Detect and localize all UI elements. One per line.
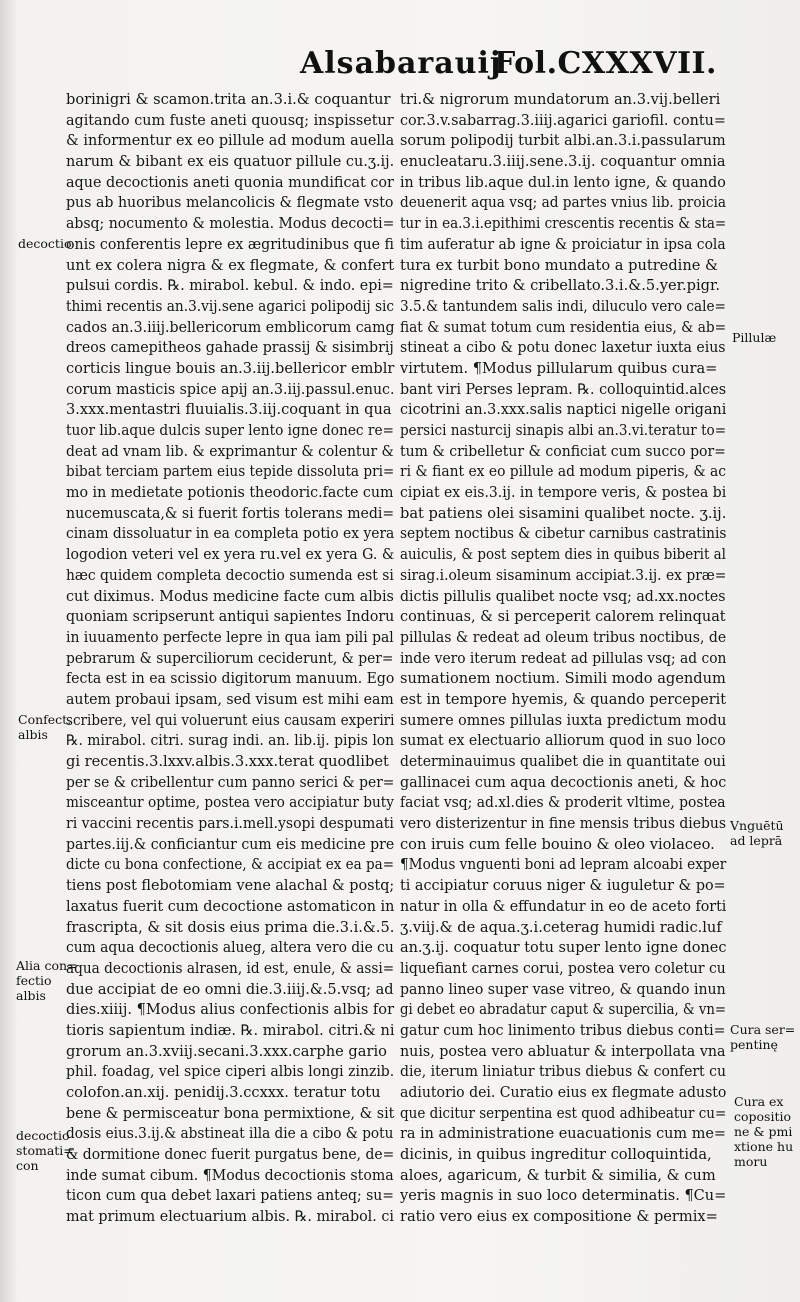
text-line: sumationem noctium. Simili modo agendum <box>400 670 726 688</box>
text-line: tim auferatur ab igne & proiciatur in ipsa cola <box>400 235 726 253</box>
left-text-column <box>66 90 396 1228</box>
text-line: an.ʒ.ij. coquatur totu super lento igne donec <box>400 939 727 957</box>
text-line: continuas, & si perceperit calorem relinquat <box>400 608 726 626</box>
text-line: ¶Modus vnguenti boni ad lepram alcoabi exper <box>400 856 727 874</box>
margin-note-line: con <box>16 1158 39 1173</box>
text-line: cut diximus. Modus medicine facte cum albis <box>66 587 394 605</box>
text-line: & dormitione donec fuerit purgatus bene, de= <box>66 1146 395 1164</box>
text-line: borinigri & scamon.trita an.3.i.& coquantur <box>66 91 391 108</box>
margin-note-line: Vnguētū <box>730 818 784 833</box>
text-line: ticon cum qua debet laxari patiens anteq; su= <box>66 1187 395 1205</box>
text-line: faciat vsq; ad.xl.dies & proderit vltime, postea <box>400 794 726 812</box>
margin-note-alia-confectio <box>16 958 78 1003</box>
text-line: nucemuscata,& si fuerit fortis tolerans medi= <box>66 504 395 522</box>
text-line: dictis pillulis qualibet nocte vsq; ad.xx.noctes <box>400 587 726 605</box>
margin-note-line: Pillulæ <box>732 330 777 345</box>
text-line: pulsui cordis. ℞. mirabol. kebul. & indo. epi= <box>66 277 394 295</box>
text-line: yeris magnis in suo loco determinatis. ¶Cu= <box>400 1187 727 1205</box>
text-line: absq; nocumento & molestia. Modus decocti= <box>66 215 395 233</box>
text-line: & informentur ex eo pillule ad modum auella <box>66 132 395 150</box>
margin-note-line: pentinę <box>730 1037 778 1052</box>
text-line: frascripta, & sit dosis eius prima die.3.i.&.5. <box>66 918 395 936</box>
folio-number: Fol.CXXXVII. <box>494 46 718 81</box>
text-line: ratio vero eius ex compositione & permix= <box>400 1208 718 1226</box>
text-line: partes.iij.& conficiantur cum eis medicine pre <box>66 835 395 853</box>
margin-note-line: ne & pmi <box>734 1124 793 1139</box>
right-text-column <box>400 90 728 1228</box>
text-line: sumere omnes pillulas iuxta predictum modu <box>400 711 727 729</box>
text-line: nigredine trito & cribellato.3.i.&.5.yer.pigr. <box>400 277 721 295</box>
margin-note-line: stomati= <box>16 1143 74 1158</box>
text-line: que dicitur serpentina est quod adhibeatur cu= <box>400 1104 727 1122</box>
text-line: pebrarum & superciliorum ceciderunt, & per= <box>66 649 394 667</box>
margin-note-line: Confect. <box>18 712 72 727</box>
text-line: narum & bibant ex eis quatuor pillule cu.ʒ.ij. <box>66 153 395 171</box>
text-line: tri.& nigrorum mundatorum an.3.vij.belleri <box>400 91 721 108</box>
text-line: mat primum electuarium albis. ℞. mirabol. ci <box>66 1208 394 1226</box>
text-line: logodion veteri vel ex yera ru.vel ex yera G. & <box>66 546 395 564</box>
text-line: ti accipiatur coruus niger & iuguletur & po= <box>400 877 726 895</box>
text-line: aloes, agaricum, & turbit & similia, & cum <box>400 1166 716 1184</box>
text-line: hæc quidem completa decoctio sumenda est si <box>66 566 394 584</box>
margin-note-confect-albis <box>18 712 71 742</box>
margin-note-line: albis <box>18 727 48 742</box>
text-line: sumat ex electuario alliorum quod in suo loco <box>400 732 726 750</box>
text-line: die, iterum liniatur tribus diebus & confert cu <box>400 1063 726 1081</box>
text-line: phil. foadag, vel spice ciperi albis longi zinzib. <box>66 1063 395 1081</box>
text-line: gallinacei cum aqua decoctionis aneti, & hoc <box>400 773 727 791</box>
text-line: bat patiens olei sisamini qualibet nocte. ʒ.ij. <box>400 504 727 522</box>
text-line: per se & cribellentur cum panno serici & per= <box>66 773 395 791</box>
margin-note-line: xtione hu <box>734 1139 794 1154</box>
text-line: corticis lingue bouis an.3.iij.bellericor emblr <box>66 359 395 377</box>
text-line: ri vaccini recentis pars.i.mell.ysopi despumati <box>66 815 394 833</box>
text-line: auiculis, & post septem dies in quibus biberit al <box>400 546 726 564</box>
text-line: cor.3.v.sabarrag.3.iiij.agarici gariofil. contu= <box>400 111 726 129</box>
text-line: cinam dissoluatur in ea completa potio ex yera <box>66 525 395 543</box>
text-line: est in tempore hyemis, & quando perceperit <box>400 690 727 708</box>
margin-note-cura-serpentine <box>730 1022 795 1052</box>
margin-note-line: decoctio <box>18 236 72 251</box>
margin-note-line: albis <box>16 988 46 1003</box>
text-line: aque decoctionis aneti quonia mundificat cor <box>66 173 394 191</box>
text-line: unt ex colera nigra & ex flegmate, & confert <box>66 256 395 274</box>
margin-note-cura-ex-compositione <box>734 1094 793 1169</box>
text-line: con iruis cum felle bouino & oleo violaceo. <box>400 835 715 853</box>
text-line: misceantur optime, postea vero accipiatur buty <box>66 794 394 812</box>
text-line: scribere, vel qui voluerunt eius causam experiri <box>66 711 395 729</box>
text-line: in tribus lib.aque dul.in lento igne, & quando <box>400 173 726 191</box>
text-line: stineat a cibo & potu donec laxetur iuxta eius <box>400 339 726 357</box>
text-line: panno lineo super vase vitreo, & quando inun <box>400 980 726 998</box>
text-line: grorum an.3.xviij.secani.3.xxx.carphe gario <box>66 1042 387 1060</box>
text-line: cados an.3.iiij.bellericorum emblicorum camg <box>66 318 395 336</box>
text-line: liquefiant carnes corui, postea vero coletur cu <box>400 959 726 977</box>
text-line: dreos camepitheos gahade prassij & sisimbrij <box>66 339 394 357</box>
text-line: ra in administratione euacuationis cum me= <box>400 1125 726 1143</box>
margin-note-line: Cura ser= <box>730 1022 796 1037</box>
text-line: tiens post flebotomiam vene alachal & postq; <box>66 877 395 895</box>
margin-note-decoctio <box>18 236 71 251</box>
text-line: dies.xiiij. ¶Modus alius confectionis albis for <box>66 1001 395 1019</box>
text-line: gatur cum hoc linimento tribus diebus conti= <box>400 1021 726 1039</box>
running-title: Alsabarauij <box>300 46 502 81</box>
text-line: mo in medietate potionis theodoric.facte cum <box>66 484 394 502</box>
text-line: tur in ea.3.i.epithimi crescentis recentis & sta= <box>400 215 727 233</box>
text-line: agitando cum fuste aneti quousq; inspissetur <box>66 111 394 129</box>
text-line: inde vero iterum redeat ad pillulas vsq; ad con <box>400 649 727 667</box>
text-line: onis conferentis lepre ex ægritudinibus que fi <box>66 235 394 253</box>
text-line: deat ad vnam lib. & exprimantur & colentur & <box>66 442 394 460</box>
margin-note-line: Alia con= <box>16 958 78 973</box>
text-line: sorum polipodij turbit albi.an.3.i.passularum <box>400 132 726 150</box>
margin-note-vnguentum <box>730 818 784 848</box>
text-line: tum & cribelletur & conficiat cum succo por= <box>400 442 726 460</box>
margin-note-line: copositio <box>734 1109 792 1124</box>
text-line: aqua decoctionis alrasen, id est, enule, & assi= <box>66 959 395 977</box>
text-line: tuor lib.aque dulcis super lento igne donec re= <box>66 422 395 439</box>
text-line: due accipiat de eo omni die.3.iiij.&.5.vsq; ad <box>66 980 394 998</box>
margin-note-line: decoctio <box>16 1128 70 1143</box>
text-line: fiat & sumat totum cum residentia eius, & ab= <box>400 318 727 336</box>
margin-note-line: Cura ex <box>734 1094 784 1109</box>
text-line: inde sumat cibum. ¶Modus decoctionis stoma <box>66 1166 394 1184</box>
text-line: bene & permisceatur bona permixtione, & sit <box>66 1104 395 1122</box>
text-line: laxatus fuerit cum decoctione astomaticon in <box>66 897 395 915</box>
margin-note-line: moru <box>734 1154 768 1169</box>
text-line: autem probaui ipsam, sed visum est mihi eam <box>66 690 394 708</box>
text-line: nuis, postea vero abluatur & interpollata vna <box>400 1042 726 1060</box>
text-line: virtutem. ¶Modus pillularum quibus cura= <box>400 359 718 377</box>
text-line: sirag.i.oleum sisaminum accipiat.3.ij. ex præ= <box>400 566 727 584</box>
text-line: cipiat ex eis.3.ij. in tempore veris, & postea bi <box>400 484 727 502</box>
text-line: 3.5.& tantundem salis indi, diluculo vero cale= <box>400 297 726 315</box>
text-line: determinauimus qualibet die in quantitate oui <box>400 753 726 770</box>
margin-note-line: ad leprā <box>730 833 783 848</box>
text-line: cum aqua decoctionis alueg, altera vero die cu <box>66 939 394 957</box>
text-line: thimi recentis an.3.vij.sene agarici polipodij sic <box>66 297 395 315</box>
text-line: septem noctibus & cibetur carnibus castratinis <box>400 525 727 543</box>
text-line: gi debet eo abradatur caput & supercilia, & vn= <box>400 1001 727 1019</box>
text-line: tioris sapientum indiæ. ℞. mirabol. citri.& ni <box>66 1021 395 1039</box>
text-line: pus ab huoribus melancolicis & flegmate vsto <box>66 194 394 212</box>
text-line: colofon.an.xij. penidij.3.ccxxx. teratur totu <box>66 1084 381 1101</box>
text-line: enucleataru.3.iiij.sene.3.ij. coquantur omnia <box>400 153 726 171</box>
text-line: ʒ.viij.& de aqua.ʒ.i.ceterag humidi radic.luf <box>400 918 722 936</box>
text-line: 3.xxx.mentastri fluuialis.3.iij.coquant in qua <box>66 401 392 419</box>
margin-note-line: fectio <box>16 973 52 988</box>
text-line: bant viri Perses lepram. ℞. colloquintid.alces <box>400 380 727 398</box>
margin-note-pillulae <box>732 330 776 345</box>
text-line: persici nasturcij sinapis albi an.3.vi.teratur to= <box>400 422 727 439</box>
text-line: bibat terciam partem eius tepide dissoluta pri= <box>66 463 395 481</box>
text-line: quoniam scripserunt antiqui sapientes Indoru <box>66 608 395 626</box>
text-line: pillulas & redeat ad oleum tribus noctibus, de <box>400 628 727 646</box>
text-line: tura ex turbit bono mundato a putredine & <box>400 256 718 274</box>
text-line: vero disterizentur in fine mensis tribus diebus <box>400 815 726 833</box>
text-line: cicotrini an.3.xxx.salis naptici nigelle origani <box>400 401 727 419</box>
margin-note-decoctio-stomaticon <box>16 1128 74 1173</box>
text-line: deuenerit aqua vsq; ad partes vnius lib. proicia <box>400 194 727 212</box>
text-line: ℞. mirabol. citri. surag indi. an. lib.ij. pipis lon <box>66 732 395 750</box>
text-line: ri & fiant ex eo pillule ad modum piperis, & ac <box>400 463 727 481</box>
text-line: gi recentis.3.lxxv.albis.3.xxx.terat quodlibet <box>66 753 389 770</box>
text-line: dicinis, in quibus ingreditur colloquintida, <box>400 1146 712 1164</box>
text-line: corum masticis spice apij an.3.iij.passul.enuc. <box>66 380 395 398</box>
text-line: dicte cu bona confectione, & accipiat ex ea pa= <box>66 856 395 874</box>
text-line: fecta est in ea scissio digitorum manuum. Ego <box>66 670 395 688</box>
text-line: natur in olla & effundatur in eo de aceto forti <box>400 897 727 915</box>
text-line: adiutorio dei. Curatio eius ex flegmate adusto <box>400 1084 727 1101</box>
text-line: in iuuamento perfecte lepre in qua iam pili pal <box>66 628 394 646</box>
text-line: dosis eius.3.ij.& abstineat illa die a cibo & potu <box>66 1125 394 1143</box>
